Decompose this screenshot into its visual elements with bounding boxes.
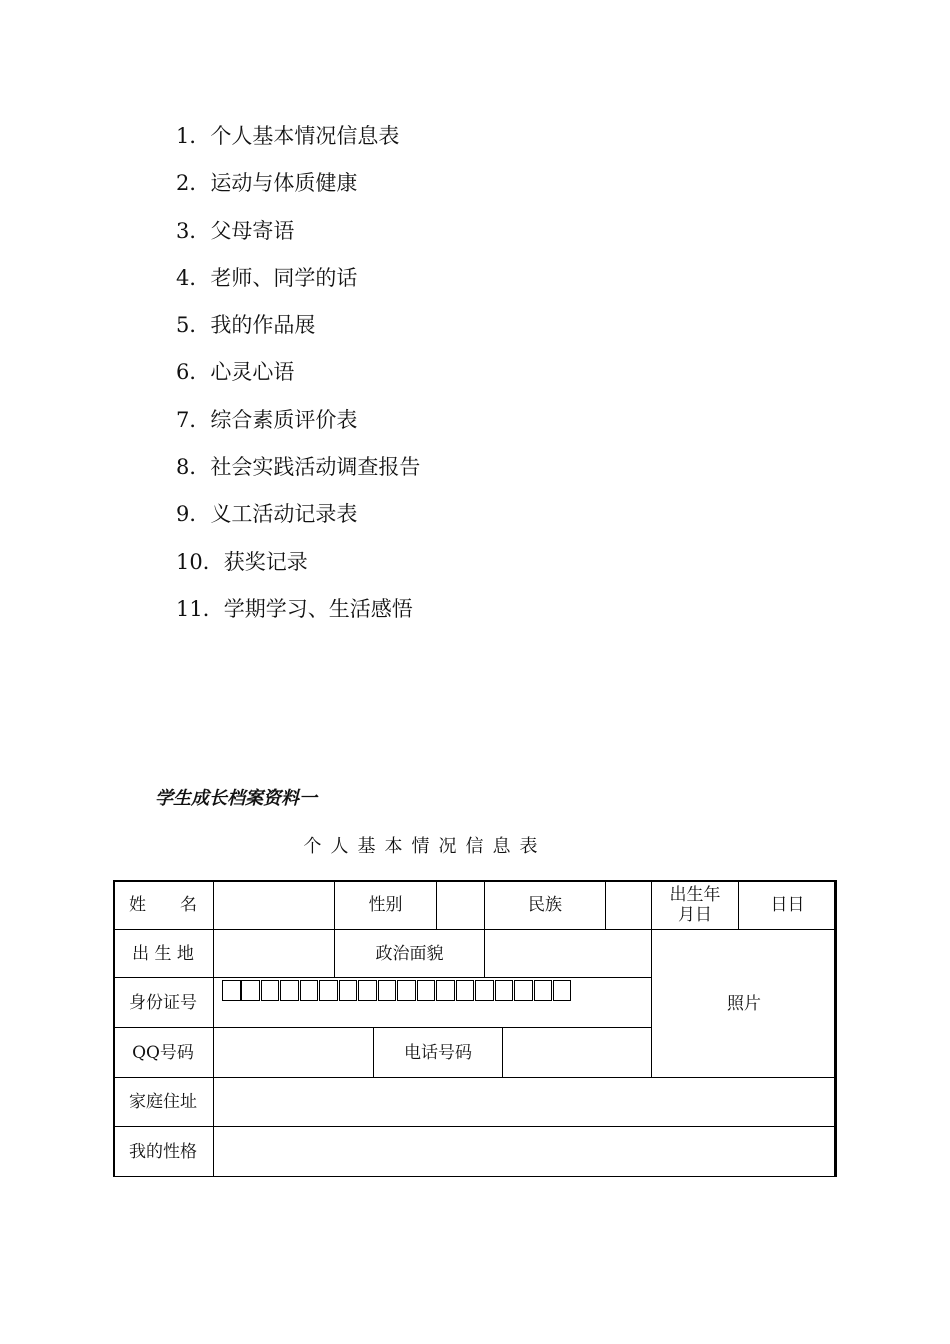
id-digit-box[interactable] xyxy=(319,980,338,1001)
toc-item: 8．社会实践活动调查报告 xyxy=(176,455,421,480)
toc-item: 2．运动与体质健康 xyxy=(176,171,358,196)
label-gender: 性别 xyxy=(368,895,403,915)
address-field[interactable] xyxy=(214,1078,836,1126)
toc-item: 4．老师、同学的话 xyxy=(176,265,358,290)
label-id-number: 身份证号 xyxy=(129,992,197,1013)
id-digit-box[interactable] xyxy=(534,980,553,1001)
id-digit-box[interactable] xyxy=(436,980,455,1001)
label-address: 家庭住址 xyxy=(129,1092,197,1112)
photo-placeholder[interactable]: 照片 xyxy=(727,993,761,1014)
id-digit-box[interactable] xyxy=(241,980,260,1001)
id-digit-box[interactable] xyxy=(495,980,514,1001)
label-phone: 电话号码 xyxy=(404,1042,472,1063)
ethnicity-field[interactable] xyxy=(606,881,651,929)
birthplace-field[interactable] xyxy=(214,930,334,977)
qq-field[interactable] xyxy=(214,1028,373,1077)
id-digit-box[interactable] xyxy=(397,980,416,1001)
label-birth-date xyxy=(652,881,738,929)
toc-item: 9．义工活动记录表 xyxy=(176,502,358,527)
section-label: 学生成长档案资料一 xyxy=(155,788,317,809)
label-ethnicity: 民族 xyxy=(528,895,562,915)
id-number-boxes[interactable] xyxy=(222,980,572,1001)
label-qq: QQ号码 xyxy=(132,1042,194,1063)
toc-item: 11．学期学习、生活感悟 xyxy=(176,596,413,621)
id-digit-box[interactable] xyxy=(553,980,572,1001)
id-digit-box[interactable] xyxy=(514,980,533,1001)
id-digit-box[interactable] xyxy=(417,980,436,1001)
phone-field[interactable] xyxy=(503,1028,651,1077)
toc-item: 5．我的作品展 xyxy=(176,313,316,338)
political-status-field[interactable] xyxy=(485,930,651,977)
id-digit-box[interactable] xyxy=(358,980,377,1001)
id-digit-box[interactable] xyxy=(339,980,358,1001)
name-field[interactable] xyxy=(214,881,334,929)
label-name: 姓 名 xyxy=(129,895,197,915)
toc-item: 1．个人基本情况信息表 xyxy=(176,124,400,148)
toc-item: 3．父母寄语 xyxy=(176,218,295,243)
form-title: 个人基本情况信息表 xyxy=(303,836,547,857)
gender-field[interactable] xyxy=(437,881,484,929)
id-digit-box[interactable] xyxy=(280,980,299,1001)
toc-item: 7．综合素质评价表 xyxy=(176,407,358,432)
id-digit-box[interactable] xyxy=(378,980,397,1001)
label-birth-date-text: 出生年月日 xyxy=(669,885,721,925)
label-personality: 我的性格 xyxy=(129,1141,197,1162)
id-digit-box[interactable] xyxy=(261,980,280,1001)
id-digit-box[interactable] xyxy=(222,980,241,1001)
label-political-status: 政治面貌 xyxy=(375,943,444,964)
table-of-contents xyxy=(176,118,420,638)
birth-date-field[interactable]: 日日 xyxy=(770,895,805,915)
id-digit-box[interactable] xyxy=(456,980,475,1001)
toc-item: 6．心灵心语 xyxy=(176,360,295,385)
id-digit-box[interactable] xyxy=(475,980,494,1001)
label-birthplace: 出 生 地 xyxy=(132,943,194,964)
id-digit-box[interactable] xyxy=(300,980,319,1001)
toc-item: 10．获奖记录 xyxy=(176,549,308,574)
personality-field[interactable] xyxy=(214,1127,836,1176)
